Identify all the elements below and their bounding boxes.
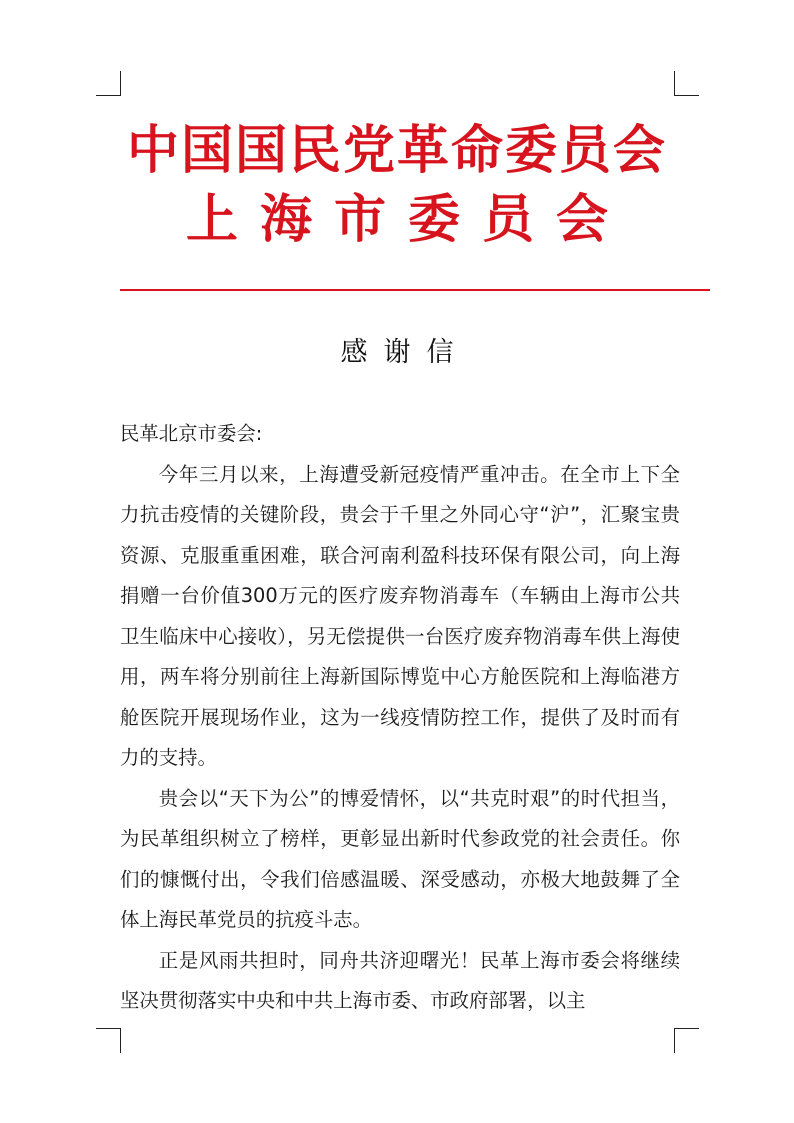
letter-title: 感谢信 <box>340 337 470 368</box>
paragraph-3: 正是风雨共担时，同舟共济迎曙光！民革上海市委会将继续坚决贯彻落实中央和中共上海市委、市政府部署，以主 <box>120 948 680 1012</box>
paragraph-2: 贵会以“天下为公”的博爱情怀，以“共克时艰”的时代担当，为民革组织树立了榜样，更彰显出新时代参政党的社会责任。你们的慷慨付出，令我们倍感温暖、深受感动，亦极大地鼓舞了全体上海民革党员的抗疫斗志。 <box>120 786 680 931</box>
letter-body <box>120 414 680 1022</box>
crop-mark-bottom-right <box>674 1028 699 1053</box>
crop-mark-top-right <box>674 71 699 96</box>
masthead-organization: 中国国民党革命委员会 <box>126 121 667 181</box>
salutation: 民革北京市委会: <box>120 422 263 445</box>
masthead-committee: 上海市委员会 <box>185 190 630 250</box>
paragraph-1: 今年三月以来，上海遭受新冠疫情严重冲击。在全市上下全力抗击疫情的关键阶段，贵会于千里之外同心守“沪”，汇聚宝贵资源、克服重重困难，联合河南利盈科技环保有限公司，向上海捐赠一台价值300万元的医疗废弃物消毒车（车辆由上海市公共卫生临床中心接收），另无偿提供一台医疗废弃物消毒车供上海使用，两车将分别前往上海新国际博览中心方舱医院和上海临港方舱医院开展现场作业，这为一线疫情防控工作，提供了及时而有力的支持。 <box>120 462 680 769</box>
masthead-divider <box>120 289 710 291</box>
crop-mark-top-left <box>96 71 121 96</box>
crop-mark-bottom-left <box>96 1028 121 1053</box>
